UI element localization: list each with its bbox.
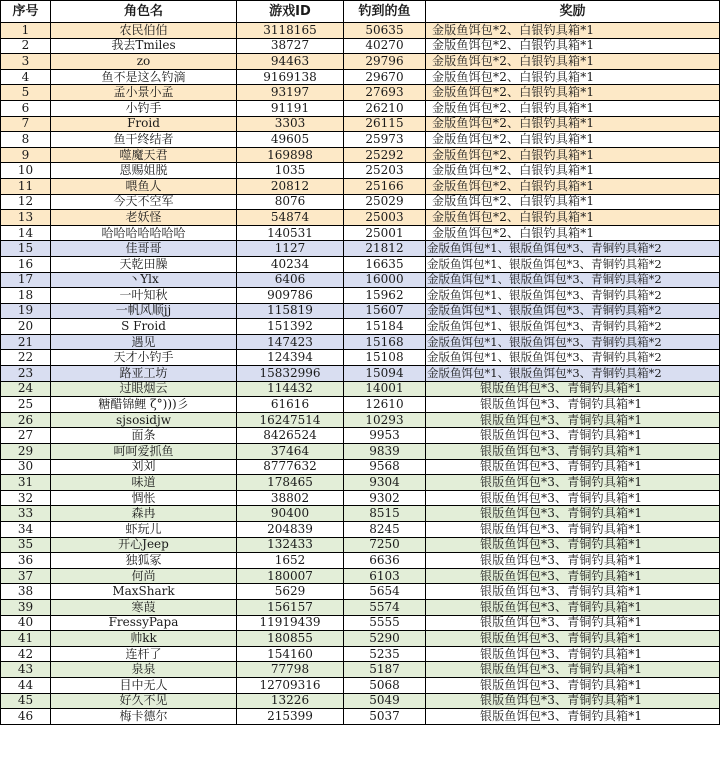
rank-cell: 10 xyxy=(1,163,51,179)
game-id-cell: 1652 xyxy=(237,553,344,569)
rank-cell: 27 xyxy=(1,428,51,444)
reward-cell: 金版鱼饵包*1、银版鱼饵包*3、青铜钓具箱*2 xyxy=(426,303,720,319)
reward-cell: 银版鱼饵包*3、青铜钓具箱*1 xyxy=(426,506,720,522)
role-name-cell: 开心Jeep xyxy=(51,537,237,553)
table-row xyxy=(1,397,720,413)
game-id-cell: 13226 xyxy=(237,693,344,709)
table-row xyxy=(1,522,720,538)
rank-cell: 39 xyxy=(1,599,51,615)
role-name-cell: 鱼干终结者 xyxy=(51,132,237,148)
rank-cell: 26 xyxy=(1,412,51,428)
game-id-cell: 151392 xyxy=(237,319,344,335)
role-name-cell: 呵呵爱抓鱼 xyxy=(51,444,237,460)
table-row xyxy=(1,646,720,662)
role-name-cell: 路亚工坊 xyxy=(51,366,237,382)
rank-cell: 7 xyxy=(1,116,51,132)
table-row xyxy=(1,225,720,241)
rank-cell: 31 xyxy=(1,475,51,491)
fish-count-cell: 15108 xyxy=(344,350,426,366)
reward-cell: 银版鱼饵包*3、青铜钓具箱*1 xyxy=(426,584,720,600)
rank-cell: 18 xyxy=(1,288,51,304)
game-id-cell: 38802 xyxy=(237,490,344,506)
table-row xyxy=(1,272,720,288)
role-name-cell: 佳哥哥 xyxy=(51,241,237,257)
game-id-cell: 49605 xyxy=(237,132,344,148)
game-id-cell: 93197 xyxy=(237,85,344,101)
reward-cell: 金版鱼饵包*1、银版鱼饵包*3、青铜钓具箱*2 xyxy=(426,334,720,350)
table-row xyxy=(1,475,720,491)
rank-cell: 5 xyxy=(1,85,51,101)
rank-cell: 45 xyxy=(1,693,51,709)
rank-cell: 35 xyxy=(1,537,51,553)
reward-cell: 银版鱼饵包*3、青铜钓具箱*1 xyxy=(426,568,720,584)
reward-cell: 金版鱼饵包*2、白银钓具箱*1 xyxy=(426,132,720,148)
game-id-cell: 115819 xyxy=(237,303,344,319)
game-id-cell: 180007 xyxy=(237,568,344,584)
role-name-cell: 帅kk xyxy=(51,631,237,647)
fish-count-cell: 5049 xyxy=(344,693,426,709)
game-id-cell: 54874 xyxy=(237,210,344,226)
table-row xyxy=(1,506,720,522)
table-row xyxy=(1,256,720,272)
reward-cell: 金版鱼饵包*2、白银钓具箱*1 xyxy=(426,178,720,194)
reward-cell: 金版鱼饵包*2、白银钓具箱*1 xyxy=(426,147,720,163)
table-row xyxy=(1,693,720,709)
reward-cell: 金版鱼饵包*1、银版鱼饵包*3、青铜钓具箱*2 xyxy=(426,288,720,304)
fish-count-cell: 5574 xyxy=(344,599,426,615)
fish-count-cell: 5290 xyxy=(344,631,426,647)
reward-cell: 银版鱼饵包*3、青铜钓具箱*1 xyxy=(426,475,720,491)
game-id-cell: 37464 xyxy=(237,444,344,460)
table-row xyxy=(1,178,720,194)
fish-count-cell: 9839 xyxy=(344,444,426,460)
role-name-cell: 老妖怪 xyxy=(51,210,237,226)
reward-cell: 银版鱼饵包*3、青铜钓具箱*1 xyxy=(426,599,720,615)
reward-cell: 金版鱼饵包*1、银版鱼饵包*3、青铜钓具箱*2 xyxy=(426,350,720,366)
reward-cell: 金版鱼饵包*2、白银钓具箱*1 xyxy=(426,100,720,116)
role-name-cell: 孟小景小孟 xyxy=(51,85,237,101)
fish-count-cell: 29796 xyxy=(344,54,426,70)
game-id-cell: 180855 xyxy=(237,631,344,647)
reward-cell: 金版鱼饵包*2、白银钓具箱*1 xyxy=(426,116,720,132)
role-name-cell: sjsosidjw xyxy=(51,412,237,428)
game-id-cell: 90400 xyxy=(237,506,344,522)
game-id-cell: 8777632 xyxy=(237,459,344,475)
reward-cell: 金版鱼饵包*1、银版鱼饵包*3、青铜钓具箱*2 xyxy=(426,241,720,257)
role-name-cell: 何尚 xyxy=(51,568,237,584)
game-id-cell: 61616 xyxy=(237,397,344,413)
header-row xyxy=(1,1,720,23)
fish-count-cell: 5235 xyxy=(344,646,426,662)
rank-cell: 9 xyxy=(1,147,51,163)
game-id-cell: 147423 xyxy=(237,334,344,350)
table-row xyxy=(1,54,720,70)
role-name-cell: Froid xyxy=(51,116,237,132)
reward-cell: 银版鱼饵包*3、青铜钓具箱*1 xyxy=(426,490,720,506)
header-role-name: 角色名 xyxy=(51,1,237,23)
fish-count-cell: 15607 xyxy=(344,303,426,319)
fish-count-cell: 25973 xyxy=(344,132,426,148)
table-row xyxy=(1,303,720,319)
role-name-cell: 哈哈哈哈哈哈哈 xyxy=(51,225,237,241)
reward-cell: 金版鱼饵包*2、白银钓具箱*1 xyxy=(426,54,720,70)
rank-cell: 25 xyxy=(1,397,51,413)
rank-cell: 29 xyxy=(1,444,51,460)
rank-cell: 11 xyxy=(1,178,51,194)
rank-cell: 3 xyxy=(1,54,51,70)
table-row xyxy=(1,709,720,725)
fish-count-cell: 5187 xyxy=(344,662,426,678)
table-row xyxy=(1,194,720,210)
table-row xyxy=(1,568,720,584)
fish-count-cell: 9568 xyxy=(344,459,426,475)
reward-cell: 银版鱼饵包*3、青铜钓具箱*1 xyxy=(426,537,720,553)
game-id-cell: 154160 xyxy=(237,646,344,662)
fish-count-cell: 14001 xyxy=(344,381,426,397)
rank-cell: 1 xyxy=(1,23,51,39)
fish-count-cell: 50635 xyxy=(344,23,426,39)
table-row xyxy=(1,412,720,428)
game-id-cell: 8426524 xyxy=(237,428,344,444)
rank-cell: 19 xyxy=(1,303,51,319)
table-row xyxy=(1,85,720,101)
reward-cell: 银版鱼饵包*3、青铜钓具箱*1 xyxy=(426,522,720,538)
game-id-cell: 3303 xyxy=(237,116,344,132)
role-name-cell: 今天不空军 xyxy=(51,194,237,210)
table-row xyxy=(1,537,720,553)
role-name-cell: 小钓手 xyxy=(51,100,237,116)
reward-cell: 银版鱼饵包*3、青铜钓具箱*1 xyxy=(426,381,720,397)
reward-cell: 银版鱼饵包*3、青铜钓具箱*1 xyxy=(426,693,720,709)
role-name-cell: MaxShark xyxy=(51,584,237,600)
fish-count-cell: 27693 xyxy=(344,85,426,101)
fish-count-cell: 8245 xyxy=(344,522,426,538)
reward-cell: 银版鱼饵包*3、青铜钓具箱*1 xyxy=(426,444,720,460)
table-row xyxy=(1,38,720,54)
reward-cell: 银版鱼饵包*3、青铜钓具箱*1 xyxy=(426,459,720,475)
game-id-cell: 16247514 xyxy=(237,412,344,428)
rank-cell: 23 xyxy=(1,366,51,382)
table-row xyxy=(1,69,720,85)
fish-count-cell: 15962 xyxy=(344,288,426,304)
rank-cell: 22 xyxy=(1,350,51,366)
role-name-cell: 目中无人 xyxy=(51,677,237,693)
game-id-cell: 156157 xyxy=(237,599,344,615)
role-name-cell: 遇见 xyxy=(51,334,237,350)
game-id-cell: 15832996 xyxy=(237,366,344,382)
reward-cell: 金版鱼饵包*1、银版鱼饵包*3、青铜钓具箱*2 xyxy=(426,366,720,382)
reward-cell: 银版鱼饵包*3、青铜钓具箱*1 xyxy=(426,709,720,725)
rank-cell: 32 xyxy=(1,490,51,506)
table-row xyxy=(1,631,720,647)
rank-cell: 30 xyxy=(1,459,51,475)
game-id-cell: 38727 xyxy=(237,38,344,54)
role-name-cell: S Froid xyxy=(51,319,237,335)
game-id-cell: 124394 xyxy=(237,350,344,366)
role-name-cell: 糖醋锦鲤 ζ°)))彡 xyxy=(51,397,237,413)
role-name-cell: 森冉 xyxy=(51,506,237,522)
table-row xyxy=(1,444,720,460)
fish-count-cell: 25166 xyxy=(344,178,426,194)
role-name-cell: 喂鱼人 xyxy=(51,178,237,194)
reward-cell: 金版鱼饵包*2、白银钓具箱*1 xyxy=(426,85,720,101)
fish-count-cell: 25001 xyxy=(344,225,426,241)
fish-count-cell: 7250 xyxy=(344,537,426,553)
table-row xyxy=(1,599,720,615)
rank-cell: 14 xyxy=(1,225,51,241)
role-name-cell: 寒葭 xyxy=(51,599,237,615)
rank-cell: 44 xyxy=(1,677,51,693)
reward-cell: 银版鱼饵包*3、青铜钓具箱*1 xyxy=(426,646,720,662)
reward-cell: 银版鱼饵包*3、青铜钓具箱*1 xyxy=(426,615,720,631)
game-id-cell: 132433 xyxy=(237,537,344,553)
rank-cell: 41 xyxy=(1,631,51,647)
rank-cell: 2 xyxy=(1,38,51,54)
header-game-id: 游戏ID xyxy=(237,1,344,23)
fish-count-cell: 5068 xyxy=(344,677,426,693)
role-name-cell: FressyPapa xyxy=(51,615,237,631)
fish-count-cell: 5037 xyxy=(344,709,426,725)
table-row xyxy=(1,677,720,693)
rank-cell: 21 xyxy=(1,334,51,350)
table-row xyxy=(1,366,720,382)
reward-cell: 银版鱼饵包*3、青铜钓具箱*1 xyxy=(426,397,720,413)
rank-cell: 24 xyxy=(1,381,51,397)
game-id-cell: 8076 xyxy=(237,194,344,210)
role-name-cell: 泉泉 xyxy=(51,662,237,678)
fish-count-cell: 25203 xyxy=(344,163,426,179)
game-id-cell: 20812 xyxy=(237,178,344,194)
rank-cell: 37 xyxy=(1,568,51,584)
role-name-cell: 味道 xyxy=(51,475,237,491)
table-header xyxy=(1,1,720,23)
fish-count-cell: 26210 xyxy=(344,100,426,116)
fish-count-cell: 9302 xyxy=(344,490,426,506)
role-name-cell: 过眼烟云 xyxy=(51,381,237,397)
fish-count-cell: 16000 xyxy=(344,272,426,288)
reward-cell: 银版鱼饵包*3、青铜钓具箱*1 xyxy=(426,662,720,678)
table-row xyxy=(1,428,720,444)
rank-cell: 17 xyxy=(1,272,51,288)
game-id-cell: 114432 xyxy=(237,381,344,397)
fish-count-cell: 8515 xyxy=(344,506,426,522)
reward-cell: 金版鱼饵包*2、白银钓具箱*1 xyxy=(426,38,720,54)
role-name-cell: 刘刘 xyxy=(51,459,237,475)
rank-cell: 15 xyxy=(1,241,51,257)
game-id-cell: 1035 xyxy=(237,163,344,179)
table-row xyxy=(1,241,720,257)
rank-cell: 46 xyxy=(1,709,51,725)
fish-count-cell: 16635 xyxy=(344,256,426,272)
fish-count-cell: 29670 xyxy=(344,69,426,85)
game-id-cell: 5629 xyxy=(237,584,344,600)
rank-cell: 6 xyxy=(1,100,51,116)
table-row xyxy=(1,23,720,39)
reward-cell: 银版鱼饵包*3、青铜钓具箱*1 xyxy=(426,428,720,444)
game-id-cell: 6406 xyxy=(237,272,344,288)
role-name-cell: 噬魔天君 xyxy=(51,147,237,163)
rank-cell: 4 xyxy=(1,69,51,85)
table-row xyxy=(1,116,720,132)
reward-cell: 银版鱼饵包*3、青铜钓具箱*1 xyxy=(426,677,720,693)
rank-cell: 38 xyxy=(1,584,51,600)
role-name-cell: 一叶知秋 xyxy=(51,288,237,304)
fish-count-cell: 5654 xyxy=(344,584,426,600)
table-row xyxy=(1,100,720,116)
table-row xyxy=(1,147,720,163)
rank-cell: 42 xyxy=(1,646,51,662)
role-name-cell: 梅卡德尔 xyxy=(51,709,237,725)
reward-cell: 金版鱼饵包*2、白银钓具箱*1 xyxy=(426,23,720,39)
game-id-cell: 1127 xyxy=(237,241,344,257)
rank-cell: 8 xyxy=(1,132,51,148)
reward-cell: 金版鱼饵包*2、白银钓具箱*1 xyxy=(426,194,720,210)
game-id-cell: 9169138 xyxy=(237,69,344,85)
rank-cell: 36 xyxy=(1,553,51,569)
table-row xyxy=(1,163,720,179)
fish-count-cell: 5555 xyxy=(344,615,426,631)
fish-count-cell: 6103 xyxy=(344,568,426,584)
table-row xyxy=(1,350,720,366)
fish-count-cell: 25029 xyxy=(344,194,426,210)
role-name-cell: 天才小钓手 xyxy=(51,350,237,366)
role-name-cell: 虾玩儿 xyxy=(51,522,237,538)
reward-cell: 金版鱼饵包*1、银版鱼饵包*3、青铜钓具箱*2 xyxy=(426,319,720,335)
fish-count-cell: 25292 xyxy=(344,147,426,163)
fish-count-cell: 15168 xyxy=(344,334,426,350)
table-row xyxy=(1,615,720,631)
table-row xyxy=(1,381,720,397)
table-row xyxy=(1,132,720,148)
fish-count-cell: 21812 xyxy=(344,241,426,257)
game-id-cell: 3118165 xyxy=(237,23,344,39)
table-row xyxy=(1,553,720,569)
table-row xyxy=(1,334,720,350)
role-name-cell: 鱼不是这么钓滴 xyxy=(51,69,237,85)
reward-cell: 金版鱼饵包*1、银版鱼饵包*3、青铜钓具箱*2 xyxy=(426,256,720,272)
header-reward: 奖励 xyxy=(426,1,720,23)
game-id-cell: 94463 xyxy=(237,54,344,70)
game-id-cell: 140531 xyxy=(237,225,344,241)
rank-cell: 34 xyxy=(1,522,51,538)
table-row xyxy=(1,662,720,678)
role-name-cell: 连杆了 xyxy=(51,646,237,662)
game-id-cell: 91191 xyxy=(237,100,344,116)
game-id-cell: 11919439 xyxy=(237,615,344,631)
reward-cell: 金版鱼饵包*2、白银钓具箱*1 xyxy=(426,225,720,241)
fish-count-cell: 40270 xyxy=(344,38,426,54)
role-name-cell: zo xyxy=(51,54,237,70)
table-row xyxy=(1,288,720,304)
rank-cell: 33 xyxy=(1,506,51,522)
table-row xyxy=(1,319,720,335)
reward-cell: 金版鱼饵包*2、白银钓具箱*1 xyxy=(426,210,720,226)
rank-cell: 20 xyxy=(1,319,51,335)
reward-cell: 银版鱼饵包*3、青铜钓具箱*1 xyxy=(426,631,720,647)
role-name-cell: 恩赐姐脱 xyxy=(51,163,237,179)
game-id-cell: 169898 xyxy=(237,147,344,163)
table-row xyxy=(1,459,720,475)
header-fish-caught: 钓到的鱼 xyxy=(344,1,426,23)
table-row xyxy=(1,490,720,506)
fish-count-cell: 9953 xyxy=(344,428,426,444)
fish-count-cell: 25003 xyxy=(344,210,426,226)
fish-count-cell: 9304 xyxy=(344,475,426,491)
game-id-cell: 77798 xyxy=(237,662,344,678)
fish-count-cell: 12610 xyxy=(344,397,426,413)
role-name-cell: 天乾田臊 xyxy=(51,256,237,272)
reward-cell: 金版鱼饵包*2、白银钓具箱*1 xyxy=(426,69,720,85)
role-name-cell: 好久不见 xyxy=(51,693,237,709)
table-row xyxy=(1,584,720,600)
game-id-cell: 909786 xyxy=(237,288,344,304)
rank-cell: 13 xyxy=(1,210,51,226)
rank-cell: 43 xyxy=(1,662,51,678)
fish-count-cell: 26115 xyxy=(344,116,426,132)
game-id-cell: 215399 xyxy=(237,709,344,725)
role-name-cell: 一帆风顺jj xyxy=(51,303,237,319)
reward-cell: 银版鱼饵包*3、青铜钓具箱*1 xyxy=(426,412,720,428)
reward-cell: 银版鱼饵包*3、青铜钓具箱*1 xyxy=(426,553,720,569)
game-id-cell: 204839 xyxy=(237,522,344,538)
role-name-cell: 惆怅 xyxy=(51,490,237,506)
fish-count-cell: 6636 xyxy=(344,553,426,569)
table-row xyxy=(1,210,720,226)
role-name-cell: 丶Ylx xyxy=(51,272,237,288)
game-id-cell: 178465 xyxy=(237,475,344,491)
role-name-cell: 面条 xyxy=(51,428,237,444)
table-body xyxy=(1,23,720,725)
reward-cell: 金版鱼饵包*2、白银钓具箱*1 xyxy=(426,163,720,179)
game-id-cell: 12709316 xyxy=(237,677,344,693)
fish-count-cell: 15094 xyxy=(344,366,426,382)
role-name-cell: 我去Tmiles xyxy=(51,38,237,54)
rank-cell: 16 xyxy=(1,256,51,272)
fish-count-cell: 15184 xyxy=(344,319,426,335)
rank-cell: 40 xyxy=(1,615,51,631)
game-id-cell: 40234 xyxy=(237,256,344,272)
fish-count-cell: 10293 xyxy=(344,412,426,428)
reward-cell: 金版鱼饵包*1、银版鱼饵包*3、青铜钓具箱*2 xyxy=(426,272,720,288)
rank-cell: 12 xyxy=(1,194,51,210)
role-name-cell: 农民伯伯 xyxy=(51,23,237,39)
role-name-cell: 独狐冢 xyxy=(51,553,237,569)
header-rank: 序号 xyxy=(1,1,51,23)
